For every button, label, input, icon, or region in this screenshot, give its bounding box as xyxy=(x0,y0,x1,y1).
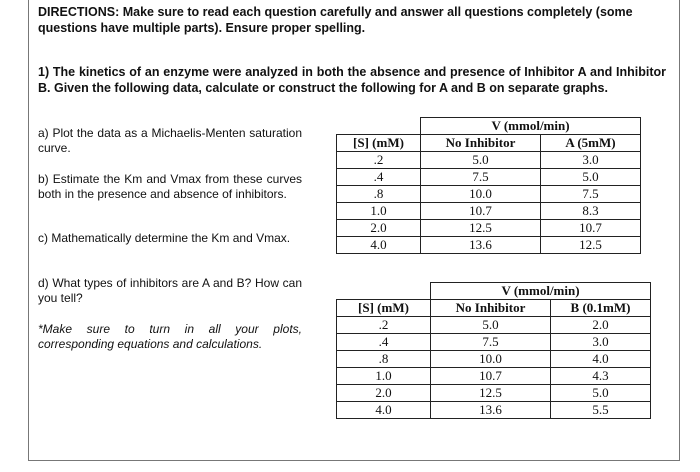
table-row xyxy=(337,220,641,237)
part-c-text: c) Mathematically determine the Km and Vmax. xyxy=(38,231,291,245)
table-cell: .4 xyxy=(337,169,421,186)
table-cell: 1.0 xyxy=(337,203,421,220)
table-row xyxy=(337,237,641,254)
table-cell: 3.0 xyxy=(541,152,641,169)
table-header-no-inhibitor: No Inhibitor xyxy=(431,300,551,317)
note-text: *Make sure to turn in all your plots, corresponding equations and calculations. xyxy=(38,322,302,351)
table-row xyxy=(337,368,651,385)
table-header-row xyxy=(337,300,651,317)
part-b-text: b) Estimate the Km and Vmax from these curves both in the presence and absence of inhibitors. xyxy=(38,172,302,201)
table-cell: 12.5 xyxy=(421,220,541,237)
table-group-header-row xyxy=(337,283,651,300)
table-cell: 5.0 xyxy=(421,152,541,169)
table-group-header-row xyxy=(337,118,641,135)
table-cell: 2.0 xyxy=(551,317,651,334)
table-row xyxy=(337,385,651,402)
table-row xyxy=(337,152,641,169)
table-cell: 1.0 xyxy=(337,368,431,385)
table-cell: 10.7 xyxy=(541,220,641,237)
table-cell: 4.0 xyxy=(337,237,421,254)
part-a-text: a) Plot the data as a Michaelis-Menten saturation curve. xyxy=(38,126,302,155)
table-cell: 2.0 xyxy=(337,220,421,237)
table-row xyxy=(337,334,651,351)
table-group-header: V (mmol/min) xyxy=(431,283,651,300)
table-cell: 10.7 xyxy=(421,203,541,220)
table-cell: 5.5 xyxy=(551,402,651,419)
table-cell: .2 xyxy=(337,317,431,334)
table-inhibitor-a xyxy=(336,117,641,254)
directions-text: DIRECTIONS: Make sure to read each question carefully and answer all questions completely (some questions have multiple parts). Ensure proper spelling. xyxy=(38,5,633,35)
table-cell: 7.5 xyxy=(431,334,551,351)
question-text: 1) The kinetics of an enzyme were analyzed in both the absence and presence of Inhibitor A and Inhibitor B. Given the following data, calculate or construct the following for A and B on separate graphs. xyxy=(38,65,666,95)
table-cell: .8 xyxy=(337,351,431,368)
table-cell: 4.0 xyxy=(551,351,651,368)
table-cell: 12.5 xyxy=(541,237,641,254)
table-row xyxy=(337,402,651,419)
table-row xyxy=(337,186,641,203)
table-row xyxy=(337,351,651,368)
table-cell: 5.0 xyxy=(551,385,651,402)
table-group-header: V (mmol/min) xyxy=(421,118,641,135)
table-cell: .4 xyxy=(337,334,431,351)
table-cell: 13.6 xyxy=(421,237,541,254)
table-cell: 2.0 xyxy=(337,385,431,402)
table-cell: 7.5 xyxy=(421,169,541,186)
table-cell: 12.5 xyxy=(431,385,551,402)
table-cell: 7.5 xyxy=(541,186,641,203)
table-cell: .8 xyxy=(337,186,421,203)
table-cell: 10.0 xyxy=(421,186,541,203)
table-cell: 8.3 xyxy=(541,203,641,220)
table-row xyxy=(337,203,641,220)
table-row xyxy=(337,169,641,186)
table-inhibitor-b xyxy=(336,282,651,419)
table-cell: 10.7 xyxy=(431,368,551,385)
table-cell: 13.6 xyxy=(431,402,551,419)
table-empty-cell xyxy=(337,283,431,300)
table-header-substrate: [S] (mM) xyxy=(337,135,421,152)
table-header-no-inhibitor: No Inhibitor xyxy=(421,135,541,152)
table-cell: 5.0 xyxy=(541,169,641,186)
table-header-row xyxy=(337,135,641,152)
part-d-text: d) What types of inhibitors are A and B? How can you tell? xyxy=(38,276,302,305)
table-cell: .2 xyxy=(337,152,421,169)
table-header-inhibitor-b: B (0.1mM) xyxy=(551,300,651,317)
table-header-substrate: [S] (mM) xyxy=(337,300,431,317)
table-header-inhibitor-a: A (5mM) xyxy=(541,135,641,152)
table-empty-cell xyxy=(337,118,421,135)
table-cell: 4.3 xyxy=(551,368,651,385)
table-cell: 5.0 xyxy=(431,317,551,334)
table-cell: 3.0 xyxy=(551,334,651,351)
table-cell: 4.0 xyxy=(337,402,431,419)
table-cell: 10.0 xyxy=(431,351,551,368)
table-row xyxy=(337,317,651,334)
